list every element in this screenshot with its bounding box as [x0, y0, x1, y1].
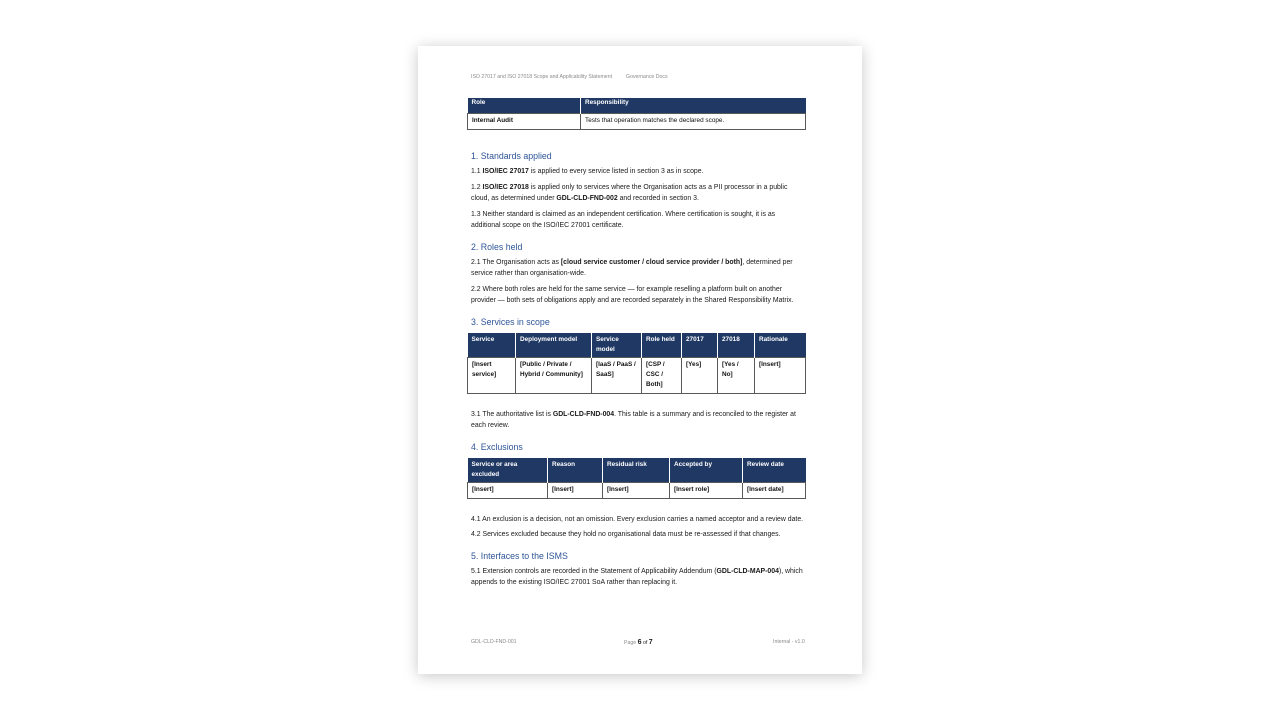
table-cell: [Yes / No]: [718, 357, 755, 393]
paragraph-4-1: 4.1 An exclusion is a decision, not an omission. Every exclusion carries a named acceptor and a review date.: [471, 515, 804, 523]
section-heading-2: 2. Roles held: [471, 241, 523, 252]
table-cell: [IaaS / PaaS / SaaS]: [592, 357, 642, 393]
paragraph-2-1: 2.1 The Organisation acts as [cloud service customer / cloud service provider / both], determined per service rather than organisation-wide.: [471, 258, 793, 277]
table-header-cell: Role held: [642, 333, 682, 358]
table-cell: [Insert]: [548, 482, 603, 498]
section-heading-1: 1. Standards applied: [471, 151, 552, 161]
footer-classification: Internal - v1.0: [773, 639, 805, 645]
paragraph-1-1: 1.1 ISO/IEC 27017 is applied to every service listed in section 3 as in scope.: [471, 168, 704, 175]
table-header-cell: 27017: [682, 333, 718, 358]
table-cell: [Yes]: [682, 357, 718, 393]
table-cell: [Insert]: [468, 482, 548, 498]
table-header-cell: Service or area excluded: [468, 458, 548, 483]
table-header-cell: Residual risk: [603, 458, 670, 483]
page-content: [467, 98, 805, 589]
services-table: [467, 333, 806, 394]
table-row: [468, 114, 806, 130]
table-row: [468, 482, 806, 498]
table-cell: [Insert date]: [743, 482, 806, 498]
table-header-row: [468, 98, 806, 114]
footer-page-number: Page 6 of 7: [624, 639, 653, 646]
table-header-cell: Reason: [548, 458, 603, 483]
document-page: [418, 46, 862, 674]
table-cell: Tests that operation matches the declared scope.: [581, 114, 806, 130]
paragraph-5-1: 5.1 Extension controls are recorded in the Statement of Applicability Addendum (GDL-CLD-MAP-004), which appends to the existing ISO/IEC 27001 SoA rather than replacing it.: [471, 567, 803, 586]
paragraph-3-1: 3.1 The authoritative list is GDL-CLD-FND-004. This table is a summary and is reconciled to the register at each review.: [471, 410, 796, 429]
table-header-cell: Service: [468, 333, 516, 358]
table-header-cell: Rationale: [755, 333, 806, 358]
exclusions-table: [467, 458, 806, 499]
table-header-row: [468, 458, 806, 483]
paragraph-1-3: 1.3 Neither standard is claimed as an independent certification. Where certification is sought, it is as additional scope on the ISO/IEC 27001 certificate.: [471, 210, 776, 229]
paragraph-2-2: 2.2 Where both roles are held for the same service — for example reselling a platform built on another provider — both sets of obligations apply and are recorded separately in the Shared Responsibility Matrix.: [471, 285, 794, 304]
table-header-cell: Role: [468, 98, 581, 114]
roles-table: [467, 98, 806, 130]
table-header-cell: Deployment model: [516, 333, 592, 358]
paragraph-4-2: 4.2 Services excluded because they hold no organisational data must be re-assessed if that changes.: [471, 531, 781, 538]
table-cell: [Insert]: [755, 357, 806, 393]
table-header-cell: Review date: [743, 458, 806, 483]
table-cell: [Insert]: [603, 482, 670, 498]
footer-doc-id: GDL-CLD-FND-001: [471, 639, 517, 645]
table-cell: Internal Audit: [468, 114, 581, 130]
table-header-cell: 27018: [718, 333, 755, 358]
table-cell: [CSP / CSC / Both]: [642, 357, 682, 393]
table-cell: [Insert service]: [468, 357, 516, 393]
section-heading-3: 3. Services in scope: [471, 316, 550, 327]
section-heading-4: 4. Exclusions: [471, 441, 523, 452]
table-cell: [Public / Private / Hybrid / Community]: [516, 357, 592, 393]
table-header-cell: Accepted by: [670, 458, 743, 483]
table-row: [468, 357, 806, 393]
header-doc-title: ISO 27017 and ISO 27018 Scope and Applicability Statement: [471, 74, 613, 80]
page-header: [471, 74, 668, 80]
table-cell: [Insert role]: [670, 482, 743, 498]
header-section: Governance Docs: [626, 74, 668, 80]
table-header-row: [468, 333, 806, 358]
table-header-cell: Responsibility: [581, 98, 806, 114]
section-heading-5: 5. Interfaces to the ISMS: [471, 550, 568, 561]
table-header-cell: Service model: [592, 333, 642, 358]
paragraph-1-2: 1.2 ISO/IEC 27018 is applied only to services where the Organisation acts as a PII processor in a public cloud, as determined under GDL-CLD-FND-002 and recorded in section 3.: [471, 183, 788, 202]
